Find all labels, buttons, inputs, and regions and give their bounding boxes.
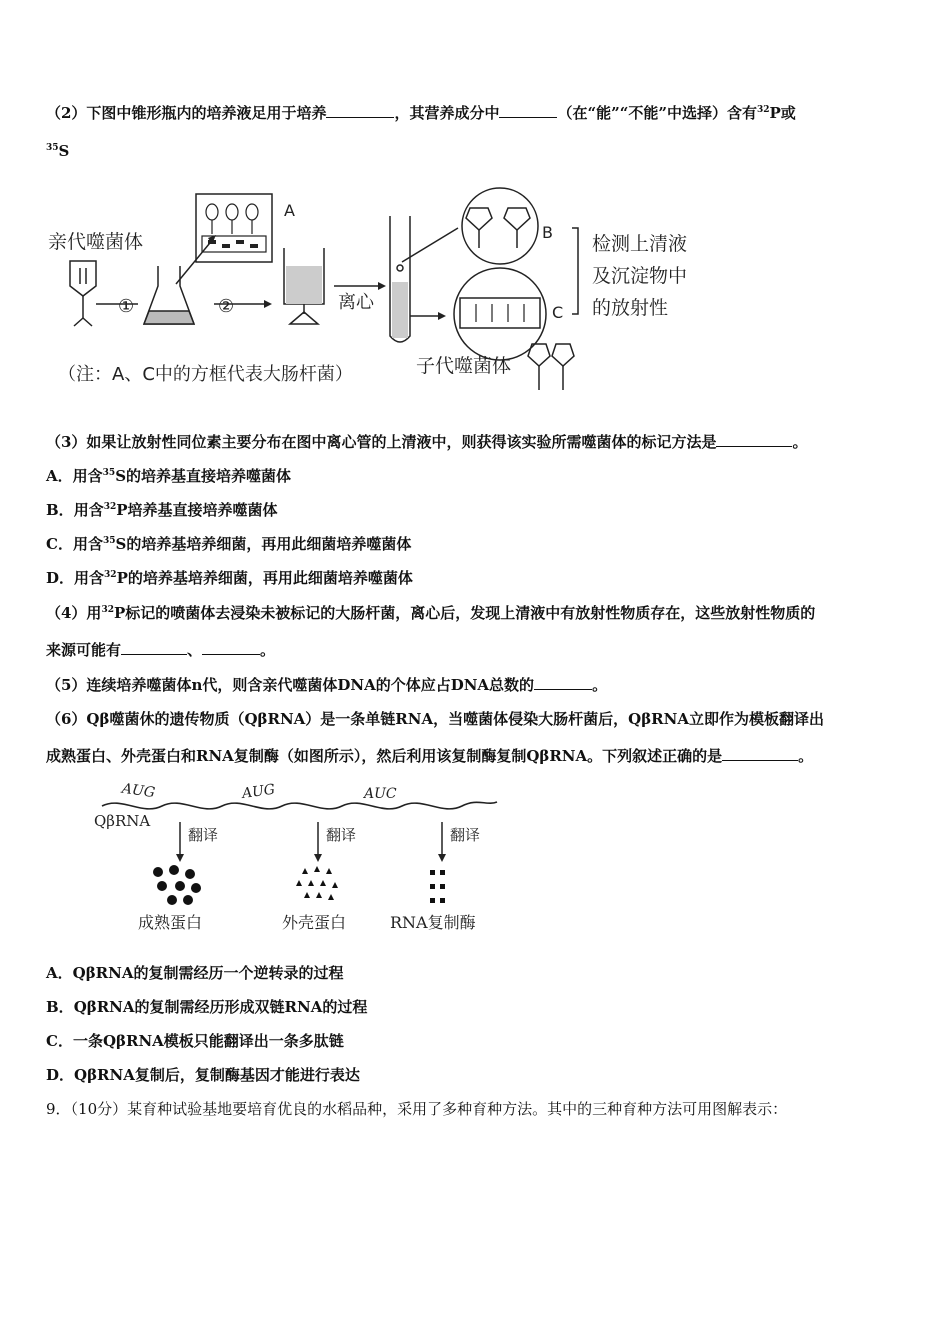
q3-option-b[interactable]: B．用含$^{32}$P培养基直接培养噬菌体 — [46, 501, 278, 519]
offspring-phage-icon — [528, 344, 574, 390]
q6-line2: 成熟蛋白、外壳蛋白和RNA复制酶（如图所示），然后利用该复制酶复制QβRNA。下列叙述正确的是 。 — [46, 747, 814, 765]
offspring-phage-label: 子代噬菌体 — [416, 355, 512, 377]
label-a: A — [284, 201, 295, 220]
parent-phage-label: 亲代噬菌体 — [48, 231, 144, 253]
centrifuge-label: 离心 — [338, 292, 374, 313]
coat-protein-icon — [296, 866, 338, 900]
step-1-label: ① — [118, 296, 135, 317]
q6-option-a[interactable]: A．QβRNA的复制需经历一个逆转录的过程 — [46, 964, 344, 982]
flask-icon — [144, 266, 194, 324]
q2-blank-1[interactable] — [326, 103, 394, 118]
translate-label-3: 翻译 — [450, 826, 481, 844]
detect-line-2: 及沉淀物中 — [592, 265, 688, 287]
circle-b — [462, 188, 538, 264]
q4-line2: 来源可能有 、 。 — [46, 641, 276, 659]
q4-blank-2[interactable] — [202, 640, 260, 655]
rna-label: QβRNA — [94, 812, 151, 830]
q6-option-d[interactable]: D．QβRNA复制后，复制酶基因才能进行表达 — [46, 1066, 360, 1084]
qbeta-rna-figure — [92, 778, 522, 940]
label-b: B — [542, 223, 553, 242]
figure-note: （注：A、C中的方框代表大肠杆菌） — [58, 364, 353, 385]
q6-option-c[interactable]: C．一条QβRNA模板只能翻译出一条多肽链 — [46, 1032, 344, 1050]
mature-protein-icon — [153, 865, 201, 905]
codon-2: AUG — [241, 781, 277, 803]
protein-label-3: RNA复制酶 — [390, 913, 476, 932]
parent-phage-icon — [70, 261, 96, 326]
q3-stem: （3）如果让放射性同位素主要分布在图中离心管的上清液中，则获得该实验所需噬菌体的标记方法是 。 — [46, 433, 808, 451]
detect-line-1: 检测上清液 — [592, 233, 688, 255]
replicase-icon — [430, 870, 445, 903]
codon-1: AUG — [120, 780, 156, 802]
translate-label-2: 翻译 — [326, 826, 357, 844]
q4-blank-1[interactable] — [121, 640, 187, 655]
q6-blank[interactable] — [722, 746, 798, 761]
test-tube-icon — [390, 216, 410, 342]
q4-line1: （4）用$^{32}$P标记的喷菌体去浸染未被标记的大肠杆菌，离心后，发现上清液中有放射性物质存在，这些放射性物质的 — [46, 604, 816, 622]
q2-blank-2[interactable] — [499, 103, 557, 118]
q5-line: （5）连续培养噬菌体n代，则含亲代噬菌体DNA的个体应占DNA总数的 。 — [46, 676, 608, 694]
protein-label-2: 外壳蛋白 — [282, 913, 347, 932]
q3-option-c[interactable]: C．用含$^{35}$S的培养基培养细菌，再用此细菌培养噬菌体 — [46, 535, 412, 553]
q6-line1: （6）Qβ噬菌休的遗传物质（QβRNA）是一条单链RNA，当噬菌体侵染大肠杆菌后，QβRNA立即作为模板翻译出 — [46, 710, 824, 728]
q6-option-b[interactable]: B．QβRNA的复制需经历形成双链RNA的过程 — [46, 998, 368, 1016]
q2-line2: $^{35}$S — [46, 142, 70, 160]
q5-blank[interactable] — [534, 675, 592, 690]
q9-line: 9．（10分）某育种试验基地要培育优良的水稻品种，采用了多种育种方法。其中的三种育种方法可用图解表示： — [46, 1100, 788, 1118]
protein-label-1: 成熟蛋白 — [138, 913, 203, 932]
circle-c — [454, 268, 546, 360]
phage-experiment-figure — [46, 186, 726, 401]
step-2-label: ② — [218, 296, 235, 317]
q3-option-a[interactable]: A．用含$^{35}$S的培养基直接培养噬菌体 — [46, 467, 292, 485]
detect-line-3: 的放射性 — [592, 297, 669, 319]
q2-line1: （2）下图中锥形瓶内的培养液足用于培养 ，其营养成分中 （在“能”“不能”中选择）含有$^{32}$P或 — [46, 104, 796, 122]
q3-option-d[interactable]: D．用含$^{32}$P的培养基培养细菌，再用此细菌培养噬菌体 — [46, 569, 413, 587]
rna-strand — [102, 802, 497, 809]
label-c: C — [552, 303, 564, 322]
translate-label-1: 翻译 — [188, 826, 219, 844]
q3-blank[interactable] — [716, 432, 792, 447]
beaker-icon — [284, 248, 324, 324]
codon-3: AUC — [364, 786, 397, 802]
